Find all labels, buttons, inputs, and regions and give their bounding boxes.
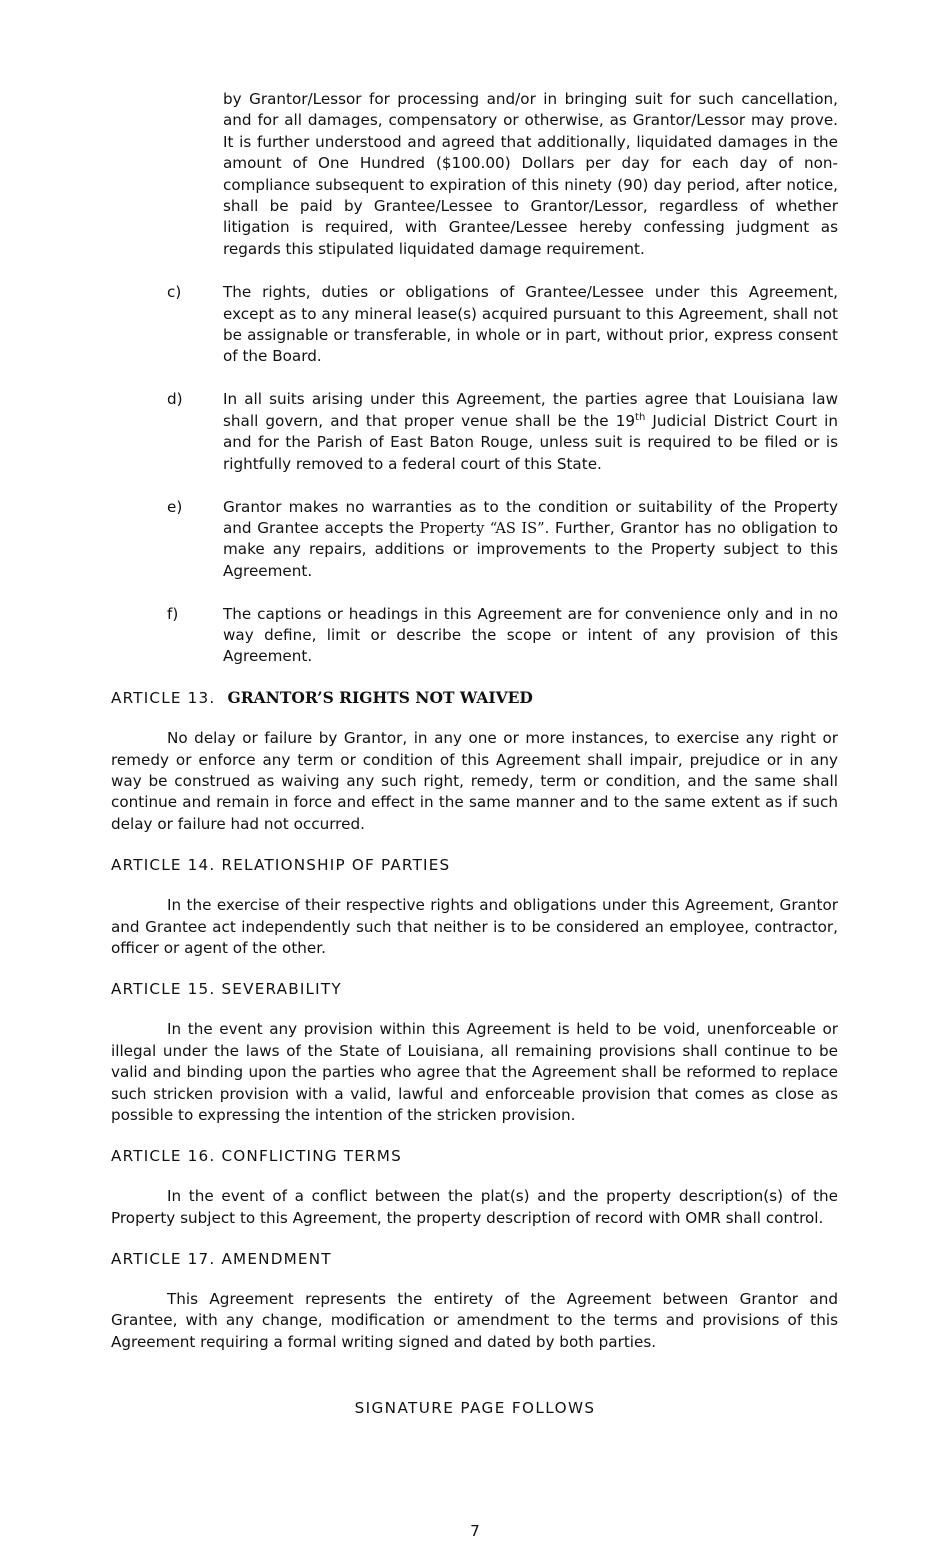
document-page [111,89,838,1373]
article-13-body: No delay or failure by Grantor, in any one or more instances, to exercise any right or remedy or enforce any term or condition of this Agreement shall impair, prejudice or in any way be construed as waiving any such right, remedy, term or condition, and the same shall continue and remain in force and effect in the same manner and to the same extent as if such delay or failure had not occurred. [111,729,838,833]
article-17-heading: ARTICLE 17. AMENDMENT [111,1249,332,1268]
list-item-letter: c) [167,283,182,302]
list-item-letter: f) [167,604,179,623]
list-item-e [111,497,838,583]
list-item-text [223,497,838,583]
list-item-text-part: In all suits arising under this Agreement, the parties agree that Louisiana law shall govern, and that proper venue shall be the 19 [223,390,838,430]
article-13-heading [111,687,838,709]
page-number: 7 [470,1522,480,1540]
article-16-body: In the event of a conflict between the plat(s) and the property description(s) of the Property subject to this Agreement, the property description of record with OMR shall control. [111,1187,838,1227]
list-item-text-part: Grantor makes no warranties as to the condition or suitability of the Property and Grantee accepts the [223,497,838,537]
article-title: GRANTOR’S RIGHTS NOT WAIVED [227,687,533,707]
article-17-body: This Agreement represents the entirety of the Agreement between Grantor and Grantee, with any change, modification or amendment to the terms and provisions of this Agreement requiring a formal writing signed and dated by both parties. [111,1289,838,1351]
continued-paragraph: by Grantor/Lessor for processing and/or in bringing suit for such cancellation, and for all damages, compensatory or otherwise, as Grantor/Lessor may prove. It is further understood and agreed that additionally, liquidated damages in the amount of One Hundred ($100.00) Dollars per day for each day of non-compliance subsequent to expiration of this ninety (90) day period, after notice, shall be paid by Grantee/Lessee to Grantor/Lessor, regardless of whether litigation is required, with Grantee/Lessee hereby confessing judgment as regards this stipulated liquidated damage requirement. [223,90,838,258]
list-item-text: The rights, duties or obligations of Grantee/Lessee under this Agreement, except as to any mineral lease(s) acquired pursuant to this Agreement, shall not be assignable or transferable, in whole or in part, without prior, express consent of the Board. [223,283,838,366]
article-15-heading: ARTICLE 15. SEVERABILITY [111,979,342,998]
list-item-letter: d) [167,390,183,409]
article-14-body: In the exercise of their respective rights and obligations under this Agreement, Grantor and Grantee act independently such that neither is to be considered an employee, contractor, officer or agent of the other. [111,896,838,957]
article-label: ARTICLE 13. [111,688,216,707]
list-item-text [223,389,838,475]
list-item-d [111,389,838,475]
list-item-text-part: Property “AS IS”. [419,519,550,537]
list-item-f [111,604,838,668]
article-15-body: In the event any provision within this Agreement is held to be void, unenforceable or illegal under the laws of the State of Louisiana, all remaining provisions shall continue to be valid and binding upon the parties who agree that the Agreement shall be reformed to replace such stricken provision with a valid, lawful and enforceable provision that comes as close as possible to expressing the intention of the stricken provision. [111,1020,838,1124]
list-item-letter: e) [167,497,183,516]
signature-page-note: SIGNATURE PAGE FOLLOWS [354,1399,596,1417]
ordinal-superscript: th [635,411,646,423]
article-14-heading: ARTICLE 14. RELATIONSHIP OF PARTIES [111,855,451,874]
list-item-c [111,282,838,368]
list-item-text: The captions or headings in this Agreement are for convenience only and in no way define, limit or describe the scope or intent of any provision of this Agreement. [223,604,838,666]
list-item-text-part: Further, Grantor has no obligation to make any repairs, additions or improvements to the Property subject to this Agreement. [223,518,838,580]
article-16-heading: ARTICLE 16. CONFLICTING TERMS [111,1146,402,1165]
list-item-text-part: Judicial District Court in and for the Parish of East Baton Rouge, unless suit is required to be filed or is rightfully removed to a federal court of this State. [223,411,838,473]
